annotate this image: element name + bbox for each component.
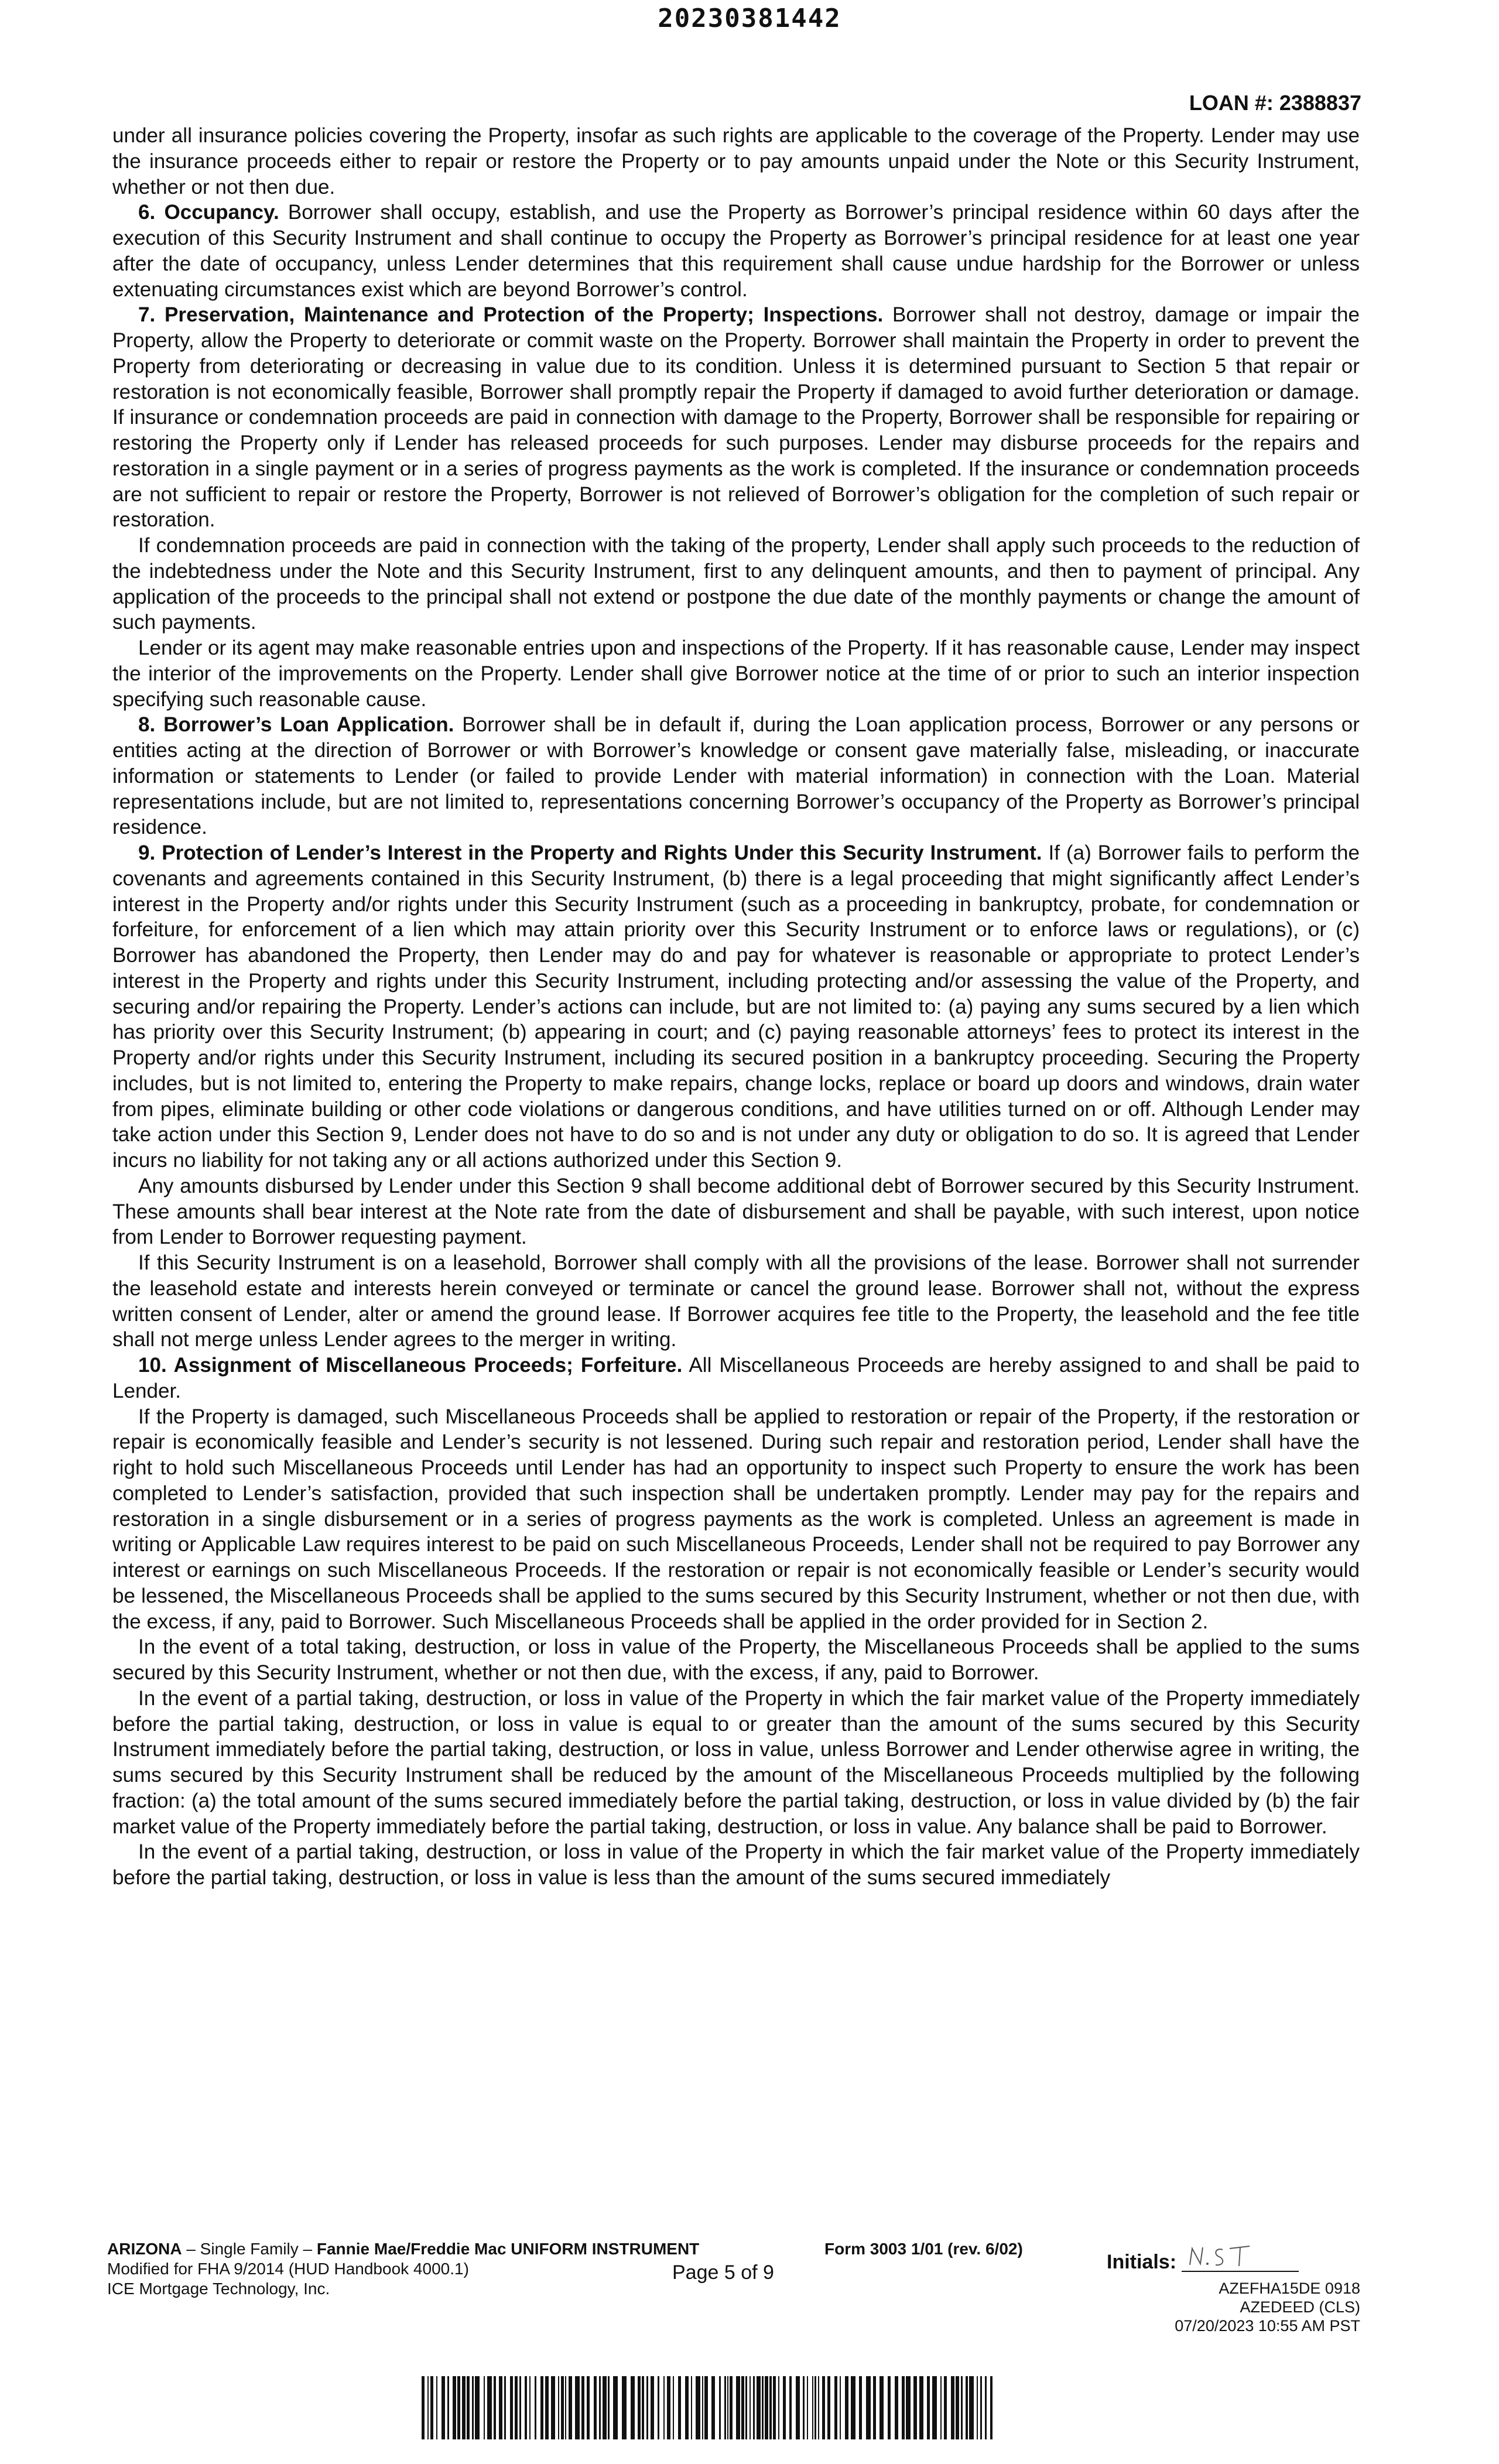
initials-field — [1107, 2251, 1299, 2272]
section-6-occupancy: 6. Occupancy. Borrower shall occupy, establish, and use the Property as Borrower’s principal residence within 60 days after the execution of this Security Instrument and shall continue to occupy the Property as Borrower’s principal residence for at least one year after the date of occupancy, unless Lender determines that this requirement shall cause undue hardship for the Borrower or unless extenuating circumstances exist which are beyond Borrower’s control. — [112, 201, 1360, 301]
paragraph: Any amounts disbursed by Lender under this Section 9 shall become additional debt of Borrower secured by this Security Instrument. These amounts shall bear interest at the Note rate from the date of disbursement and shall be payable, with such interest, upon notice from Lender to Borrower requesting payment. — [112, 1174, 1360, 1249]
paragraph: under all insurance policies covering the Property, insofar as such rights are applicable to the coverage of the Property. Lender may use the insurance proceeds either to repair or restore the Property or to pay amounts unpaid under the Note or this Security Instrument, whether or not then due. — [112, 124, 1360, 199]
paragraph: If this Security Instrument is on a leasehold, Borrower shall comply with all the provisions of the lease. Borrower shall not surrender the leasehold estate and interests herein conveyed or terminate or cancel the ground lease. Borrower shall not, without the express written consent of Lender, alter or amend the ground lease. If Borrower acquires fee title to the Property, the leasehold and the fee title shall not merge unless Lender agrees to the merger in writing. — [112, 1251, 1360, 1351]
loan-label: LOAN #: — [1189, 91, 1274, 115]
document-body — [112, 123, 1360, 1891]
footer-company: ICE Mortgage Technology, Inc. — [107, 2280, 330, 2298]
footer-form-number: Form 3003 1/01 (rev. 6/02) — [824, 2240, 1023, 2258]
section-heading: 10. Assignment of Miscellaneous Proceeds; Forfeiture. — [138, 1354, 683, 1377]
section-heading: 8. Borrower’s Loan Application. — [138, 713, 454, 737]
footer-form-name: Fannie Mae/Freddie Mac UNIFORM INSTRUMENT — [316, 2240, 700, 2258]
loan-number-header — [1189, 91, 1361, 115]
section-heading: 6. Occupancy. — [138, 201, 279, 224]
paragraph: In the event of a total taking, destruction, or loss in value of the Property, the Miscellaneous Proceeds shall be applied to the sums secured by this Security Instrument, whether or not then due, with the excess, if any, paid to Borrower. — [112, 1635, 1360, 1684]
paragraph: If the Property is damaged, such Miscellaneous Proceeds shall be applied to restoration or repair of the Property, if the restoration or repair is economically feasible and Lender’s security is not lessened. During such repair and restoration period, Lender shall have the right to hold such Miscellaneous Proceeds until Lender has had an opportunity to inspect such Property to ensure the work has been completed to Lender’s satisfaction, provided that such inspection shall be undertaken promptly. Lender may pay for the repairs and restoration in a single disbursement or in a series of progress payments as the work is completed. Unless an agreement is made in writing or Applicable Law requires interest to be paid on such Miscellaneous Proceeds, Lender shall not be required to pay Borrower any interest or earnings on such Miscellaneous Proceeds. If the restoration or repair is not economically feasible or Lender’s security would be lessened, the Miscellaneous Proceeds shall be applied to the sums secured by this Security Instrument, whether or not then due, with the excess, if any, paid to Borrower. Such Miscellaneous Proceeds shall be applied in the order provided for in Section 2. — [112, 1405, 1360, 1633]
section-heading: 9. Protection of Lender’s Interest in the Property and Rights Under this Security Instrument. — [138, 841, 1042, 864]
paragraph: In the event of a partial taking, destruction, or loss in value of the Property in which the fair market value of the Property immediately before the partial taking, destruction, or loss in value is equal to or greater than the amount of the sums secured by this Security Instrument immediately before the partial taking, destruction, or loss in value, unless Borrower and Lender otherwise agree in writing, the sums secured by this Security Instrument shall be reduced by the amount of the Miscellaneous Proceeds multiplied by the following fraction: (a) the total amount of the sums secured immediately before the partial taking, destruction, or loss in value divided by (b) the fair market value of the Property immediately before the partial taking, destruction, or loss in value. Any balance shall be paid to Borrower. — [112, 1686, 1360, 1838]
barcode — [422, 2376, 995, 2439]
form-info: ARIZONA – Single Family – Fannie Mae/Freddie Mac UNIFORM INSTRUMENT Modified for FHA 9/2014 (HUD Handbook 4000.1) ICE Mortgage Technology, Inc. — [107, 2240, 700, 2298]
section-heading: 7. Preservation, Maintenance and Protection of the Property; Inspections. — [138, 303, 884, 327]
initials-label: Initials: — [1107, 2251, 1177, 2273]
page-footer — [107, 2239, 1360, 2339]
handwritten-initials-icon — [1186, 2241, 1257, 2270]
loan-number: 2388837 — [1279, 91, 1361, 115]
barcode-icon — [422, 2376, 995, 2439]
footer-codes: AZEFHA15DE 0918 AZEDEED (CLS) 07/20/2023 10:55 AM PST — [1175, 2280, 1360, 2335]
footer-modified: Modified for FHA 9/2014 (HUD Handbook 4000.1) — [107, 2260, 469, 2278]
paragraph: If condemnation proceeds are paid in connection with the taking of the property, Lender shall apply such proceeds to the reduction of the indebtedness under the Note and this Security Instrument, first to any delinquent amounts, and then to payment of principal. Any application of the proceeds to the principal shall not extend or postpone the due date of the monthly payments or change the amount of such payments. — [112, 534, 1360, 634]
paragraph: In the event of a partial taking, destruction, or loss in value of the Property in which the fair market value of the Property immediately before the partial taking, destruction, or loss in value is less than the amount of the sums secured immediately — [112, 1840, 1360, 1889]
section-9-protection: 9. Protection of Lender’s Interest in the Property and Rights Under this Security Instrument. If (a) Borrower fails to perform the covenants and agreements contained in this Security Instrument, (b) there is a legal proceeding that might significantly affect Lender’s interest in the Property and/or rights under this Security Instrument (such as a proceeding in bankruptcy, probate, for condemnation or forfeiture, for enforcement of a lien which may attain priority over this Security Instrument or to enforce laws or regulations), or (c) Borrower has abandoned the Property, then Lender may do and pay for whatever is reasonable or appropriate to protect Lender’s interest in the Property and rights under this Security Instrument, including protecting and/or assessing the value of the Property, and securing and/or repairing the Property. Lender’s actions can include, but are not limited to: (a) paying any sums secured by a lien which has priority over this Security Instrument; (b) appearing in court; and (c) paying reasonable attorneys’ fees to protect its interest in the Property and/or rights under this Security Instrument, including its secured position in a bankruptcy proceeding. Securing the Property includes, but is not limited to, entering the Property to make repairs, change locks, replace or board up doors and windows, drain water from pipes, eliminate building or other code violations or dangerous conditions, and have utilities turned on or off. Although Lender may take action under this Section 9, Lender does not have to do so and is not under any duty or obligation to do so. It is agreed that Lender incurs no liability for not taking any or all actions authorized under this Section 9. — [112, 841, 1360, 1172]
section-10-assignment: 10. Assignment of Miscellaneous Proceeds; Forfeiture. All Miscellaneous Proceeds are hereby assigned to and shall be paid to Lender. — [112, 1354, 1360, 1402]
section-8-loan-application: 8. Borrower’s Loan Application. Borrower shall be in default if, during the Loan application process, Borrower or any persons or entities acting at the direction of Borrower or with Borrower’s knowledge or consent gave materially false, misleading, or inaccurate information or statements to Lender (or failed to provide Lender with material information) in connection with the Loan. Material representations include, but are not limited to, representations concerning Borrower’s occupancy of the Property as Borrower’s principal residence. — [112, 713, 1360, 839]
footer-state: ARIZONA — [107, 2240, 182, 2258]
recording-number: 20230381442 — [658, 4, 841, 33]
section-7-preservation: 7. Preservation, Maintenance and Protection of the Property; Inspections. Borrower shall not destroy, damage or impair the Property, allow the Property to deteriorate or commit waste on the Property. Borrower shall maintain the Property in order to prevent the Property from deteriorating or decreasing in value due to its condition. Unless it is determined pursuant to Section 5 that repair or restoration is not economically feasible, Borrower shall promptly repair the Property if damaged to avoid further deterioration or damage. If insurance or condemnation proceeds are paid in connection with damage to the Property, Borrower shall be responsible for repairing or restoring the Property only if Lender has released proceeds for such purposes. Lender may disburse proceeds for the repairs and restoration in a single payment or in a series of progress payments as the work is completed. If the insurance or condemnation proceeds are not sufficient to repair or restore the Property, Borrower is not relieved of Borrower’s obligation for the completion of such repair or restoration. — [112, 303, 1360, 532]
page-number: Page 5 of 9 — [672, 2261, 774, 2284]
paragraph: Lender or its agent may make reasonable entries upon and inspections of the Property. If it has reasonable cause, Lender may inspect the interior of the improvements on the Property. Lender shall give Borrower notice at the time of or prior to such an interior inspection specifying such reasonable cause. — [112, 636, 1360, 711]
footer-timestamp: 07/20/2023 10:55 AM PST — [1175, 2317, 1360, 2335]
initials-signature — [1182, 2251, 1299, 2272]
